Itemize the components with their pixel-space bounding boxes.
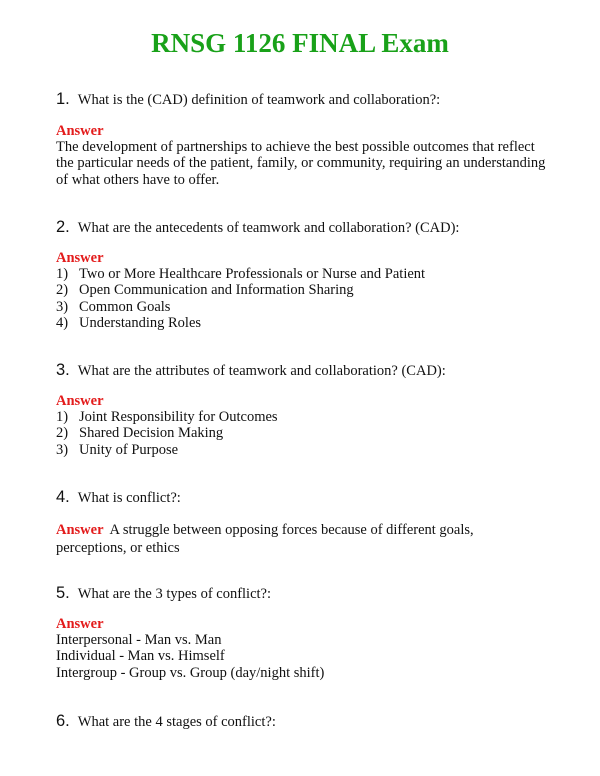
answer-label: Answer <box>56 250 104 266</box>
question-1 <box>56 90 546 188</box>
list-text: Shared Decision Making <box>79 425 224 442</box>
answer-list-item <box>56 409 546 425</box>
answer-label: Answer <box>56 393 104 409</box>
question-text: What are the antecedents of teamwork and collaboration? (CAD): <box>77 220 460 236</box>
question-4 <box>56 488 546 557</box>
list-text: Understanding Roles <box>79 314 202 331</box>
answer-block <box>56 521 546 557</box>
question-3-prompt <box>56 361 546 380</box>
list-number: 2) <box>56 425 69 442</box>
question-text: What is conflict?: <box>77 490 181 506</box>
answer-block <box>56 616 546 681</box>
question-number: 1. <box>56 90 70 108</box>
question-6 <box>56 712 546 731</box>
list-number: 1) <box>56 409 69 425</box>
list-number: 3) <box>56 441 69 458</box>
question-6-prompt <box>56 712 546 731</box>
answer-list-item <box>56 282 546 298</box>
answer-block <box>56 250 546 331</box>
list-text: Unity of Purpose <box>79 441 179 458</box>
list-text: Open Communication and Information Sharing <box>79 282 354 299</box>
question-2-prompt <box>56 218 546 237</box>
answer-text: A struggle between opposing forces because of different goals, perceptions, or ethics <box>56 522 474 556</box>
question-5 <box>56 584 546 681</box>
answer-block <box>56 393 546 458</box>
list-number: 3) <box>56 298 69 315</box>
answer-line: Interpersonal - Man vs. Man <box>56 632 222 648</box>
question-number: 6. <box>56 712 70 730</box>
question-4-prompt <box>56 488 546 507</box>
question-number: 5. <box>56 584 70 602</box>
answer-label: Answer <box>56 123 104 139</box>
answer-label: Answer <box>56 522 104 538</box>
question-text: What is the (CAD) definition of teamwork and collaboration?: <box>77 92 441 108</box>
question-5-prompt <box>56 584 546 603</box>
question-text: What are the 4 stages of conflict?: <box>77 714 276 730</box>
list-number: 2) <box>56 282 69 299</box>
answer-text: The development of partnerships to achieve the best possible outcomes that reflect the particular needs of the patient, family, or community, requiring an understanding of what others have to offer. <box>56 139 546 188</box>
answer-list-item <box>56 315 546 331</box>
list-number: 1) <box>56 266 69 282</box>
list-text: Joint Responsibility for Outcomes <box>79 409 278 425</box>
answer-block <box>56 123 546 188</box>
question-number: 2. <box>56 218 70 236</box>
question-2 <box>56 218 546 331</box>
question-number: 4. <box>56 488 70 506</box>
question-3 <box>56 361 546 458</box>
answer-list-item <box>56 266 546 282</box>
list-number: 4) <box>56 314 69 331</box>
list-text: Two or More Healthcare Professionals or Nurse and Patient <box>79 266 426 282</box>
question-1-prompt <box>56 90 546 109</box>
question-number: 3. <box>56 361 70 379</box>
answer-list-item <box>56 299 546 315</box>
answer-line: Intergroup - Group vs. Group (day/night shift) <box>56 664 325 681</box>
question-text: What are the 3 types of conflict?: <box>77 586 272 602</box>
answer-list-item <box>56 442 546 458</box>
document-title: RNSG 1126 FINAL Exam <box>151 28 449 58</box>
answer-label: Answer <box>56 616 104 632</box>
answer-line: Individual - Man vs. Himself <box>56 648 225 665</box>
list-text: Common Goals <box>79 298 171 315</box>
question-text: What are the attributes of teamwork and collaboration? (CAD): <box>77 363 446 379</box>
answer-list-item <box>56 425 546 441</box>
